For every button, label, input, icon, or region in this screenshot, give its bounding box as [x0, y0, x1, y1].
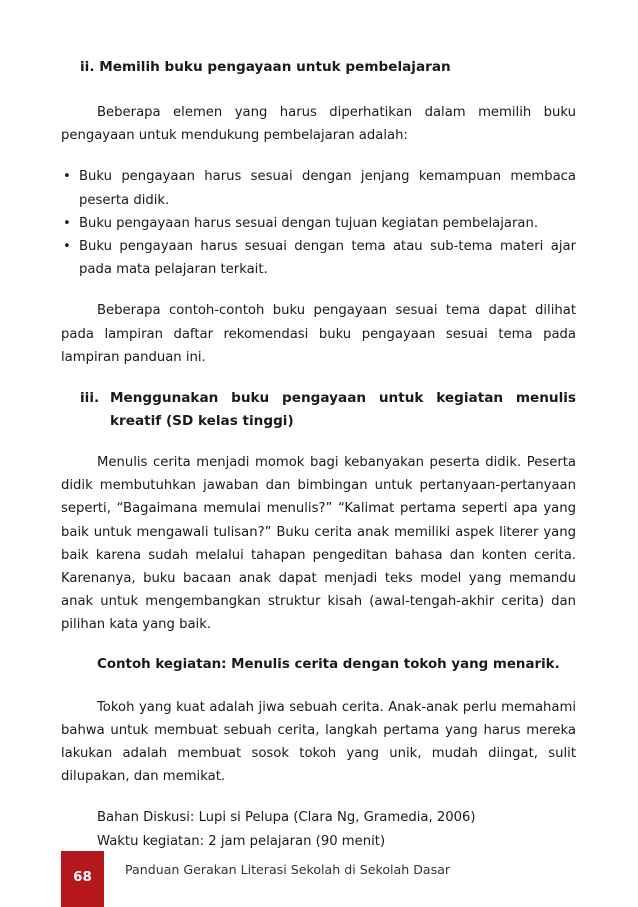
selection-criteria-list — [61, 165, 576, 281]
example-activity-heading: Contoh kegiatan: Menulis cerita dengan tokoh yang menarik. — [97, 656, 560, 672]
page-number-badge — [61, 851, 104, 907]
section-ii-closing: Beberapa contoh-contoh buku pengayaan sesuai tema dapat dilihat pada lampiran daftar rekomendasi buku pengayaan sesuai tema pada lampiran panduan ini. — [61, 303, 576, 365]
bullet-icon: • — [63, 215, 71, 231]
list-item — [61, 212, 576, 235]
section-ii-heading: ii. Memilih buku pengayaan untuk pembelajaran — [80, 59, 451, 75]
list-item-text: Buku pengayaan harus sesuai dengan jenjang kemampuan membaca peserta didik. — [79, 169, 576, 208]
footer-book-title: Panduan Gerakan Literasi Sekolah di Sekolah Dasar — [125, 862, 451, 877]
section-iii-paragraph-2: Tokoh yang kuat adalah jiwa sebuah cerita. Anak-anak perlu memahami bahwa untuk membuat sebuah cerita, langkah pertama yang harus mereka lakukan adalah membuat sosok tokoh yang unik, mudah diingat, sulit dilupakan, dan memikat. — [61, 699, 576, 785]
section-iii-number: iii. — [80, 390, 100, 407]
section-iii-title: Menggunakan buku pengayaan untuk kegiatan menulis kreatif (SD kelas tinggi) — [110, 390, 576, 430]
section-iii-paragraph-1: Menulis cerita menjadi momok bagi kebanyakan peserta didik. Peserta didik membutuhkan jawaban dan bimbingan untuk pertanyaan-pertanyaan seperti, “Bagaimana memulai menulis?” “Kalimat pertama seperti apa yang baik untuk mengawali tulisan?” Buku cerita anak memiliki aspek literer yang baik karena sudah melalui tahapan pengeditan bahasa dan konten cerita. Karenanya, buku bacaan anak dapat menjadi teks model yang memandu anak untuk mengembangkan struktur kisah (awal-tengah-akhir cerita) dan pilihan kata yang baik. — [61, 455, 576, 633]
list-item-text: Buku pengayaan harus sesuai dengan tema atau sub-tema materi ajar pada mata pelajaran terkait. — [79, 239, 576, 278]
list-item — [61, 165, 576, 211]
activity-time: Waktu kegiatan: 2 jam pelajaran (90 menit) — [97, 833, 386, 849]
section-ii-intro: Beberapa elemen yang harus diperhatikan dalam memilih buku pengayaan untuk mendukung pembelajaran adalah: — [61, 105, 576, 144]
page-content — [61, 56, 576, 853]
section-iii-heading — [80, 387, 576, 433]
bullet-icon: • — [63, 169, 71, 185]
page-number: 68 — [73, 870, 92, 885]
bullet-icon: • — [63, 239, 71, 255]
list-item — [61, 235, 576, 281]
discussion-material: Bahan Diskusi: Lupi si Pelupa (Clara Ng, Gramedia, 2006) — [97, 810, 476, 826]
list-item-text: Buku pengayaan harus sesuai dengan tujuan kegiatan pembelajaran. — [79, 215, 539, 231]
